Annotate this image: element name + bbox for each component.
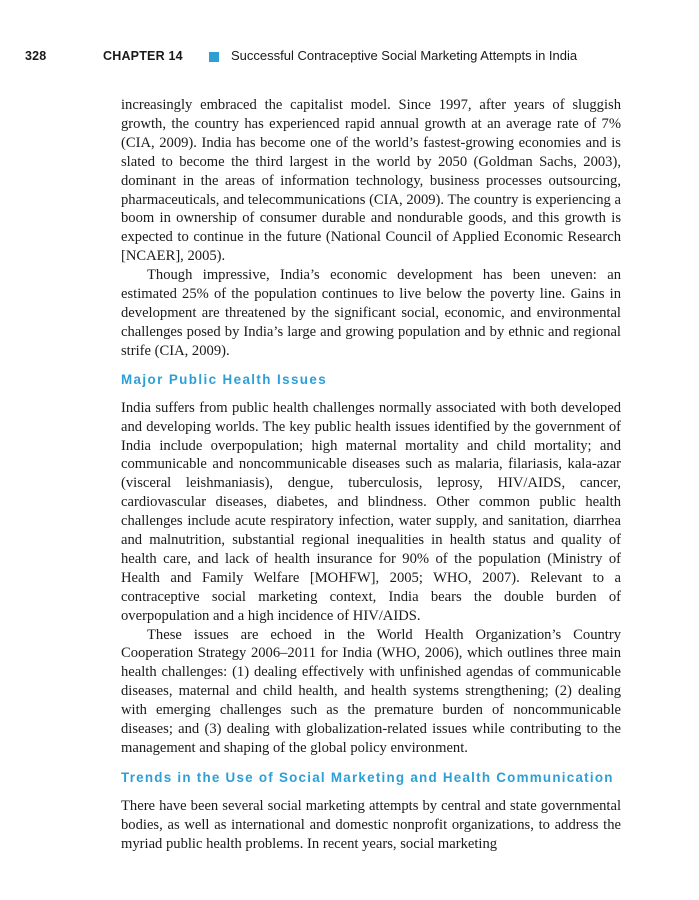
paragraph: increasingly embraced the capitalist model. Since 1997, after years of sluggish growth, the country has experienced rapid annual growth at an average rate of 7% (CIA, 2009). India has become one of the world’s fastest-growing economies and is slated to become the third largest in the world by 2050 (Goldman Sachs, 2003), dominant in the areas of information technology, business processes outsourcing, pharmaceuticals, and telecommunications (CIA, 2009). The country is experiencing a boom in ownership of consumer durable and nondurable goods, and this growth is expected to continue in the future (National Council of Applied Economic Research [NCAER], 2005). bbox=[121, 97, 621, 265]
chapter-label: CHAPTER 14 bbox=[103, 49, 183, 63]
running-title: Successful Contraceptive Social Marketing Attempts in India bbox=[231, 48, 578, 63]
square-bullet-icon bbox=[209, 52, 219, 62]
paragraph: These issues are echoed in the World Health Organization’s Country Cooperation Strategy 2006–2011 for India (WHO, 2006), which outlines three main health challenges: (1) dealing effectively with unfinished agendas of communicable diseases, maternal and child health, and health systems strengthening; (2) dealing with emerging challenges such as the premature burden of noncommunicable diseases; and (3) dealing with globalization-related issues while contributing to the management and shaping of the global policy environment. bbox=[121, 626, 621, 756]
section-heading: Trends in the Use of Social Marketing and Health Communication bbox=[121, 769, 614, 785]
running-header bbox=[25, 46, 665, 68]
section-heading: Major Public Health Issues bbox=[121, 371, 328, 387]
page-body bbox=[121, 96, 621, 854]
paragraph: Though impressive, India’s economic development has been uneven: an estimated 25% of the population continues to live below the poverty line. Gains in development are threatened by the significant social, economic, and environmental challenges posed by India’s large and growing population and by ethnic and regional strife (CIA, 2009). bbox=[121, 267, 621, 359]
paragraph: There have been several social marketing attempts by central and state governmental bodies, as well as international and domestic nonprofit organizations, to address the myriad public health problems. In recent years, social marketing bbox=[121, 797, 621, 852]
page-number: 328 bbox=[25, 49, 47, 63]
paragraph: India suffers from public health challenges normally associated with both developed and developing worlds. The key public health issues identified by the government of India include overpopulation; high maternal mortality and child mortality; and communicable and noncommunicable diseases such as malaria, filariasis, kala-azar (visceral leishmaniasis), dengue, tuberculosis, leprosy, HIV/AIDS, cancer, cardiovascular diseases, diabetes, and blindness. Other common public health challenges include acute respiratory infection, water supply, and sanitation, diarrhea and malnutrition, substantial regional inequalities in health status and quality of health care, and lack of health insurance for 90% of the population (Ministry of Health and Family Welfare [MOHFW], 2005; WHO, 2007). Relevant to a contraceptive social marketing context, India bears the double burden of overpopulation and a high incidence of HIV/AIDS. bbox=[121, 399, 621, 624]
